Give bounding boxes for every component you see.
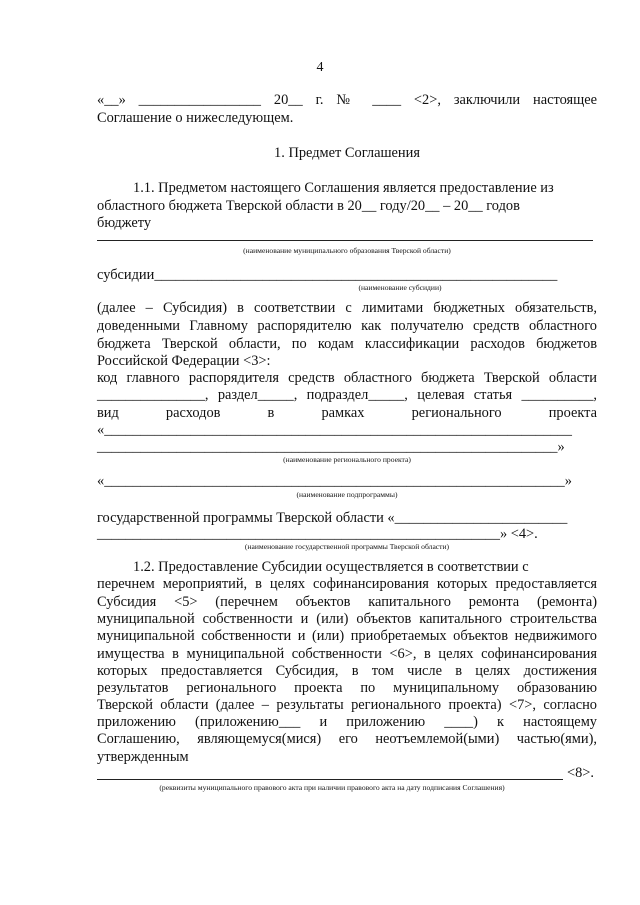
p12-line-7: которых предоставляется Субсидия, в том числе в целях достижения [97, 663, 597, 679]
p12-line-9: Тверской области (далее – результаты регионального проекта) <7>, согласно [97, 697, 597, 713]
p12-line-6: имущества в муниципальной собственности <6>, в целях софинансирования [97, 646, 597, 662]
p11-line-5: доведенными Главному распорядителю как получателю средств областного [97, 318, 597, 334]
caption-subsidy: (наименование субсидии) [358, 283, 442, 292]
caption-subprogram: (наименование подпрограммы) [296, 490, 398, 499]
p11-line-2: областного бюджета Тверской области в 20__ году/20__ – 20__ годов [97, 198, 520, 214]
p11-line-6: бюджета Тверской области, по кодам классификации расходов бюджетов [97, 336, 597, 352]
p11-line-12: ________________________________________________________________» [97, 439, 565, 455]
p12-line-5: муниципальной собственности и (или) приобретаемых объектов недвижимого [97, 628, 597, 644]
p12-line-2: перечнем мероприятий, в целях софинансирования которых предоставляется [97, 576, 597, 592]
caption-state-program: (наименование государственной программы Тверской области) [244, 542, 450, 551]
p12-line-8: результатов регионального проекта по муниципальному образованию [97, 680, 597, 696]
p12-line-4: муниципальной собственности и (или) объектов капитального строительства [97, 611, 597, 627]
p11-line-9: _______________, раздел_____, подраздел_____, целевая статья __________, [97, 387, 597, 403]
requisites-rule [97, 779, 563, 780]
caption-municipality: (наименование муниципального образования Тверской области) [243, 246, 451, 255]
p12-line-10: приложению (приложению___ и приложению ____) к настоящему [97, 714, 597, 730]
p12-line-3: Субсидия <5> (перечнем объектов капитального ремонта (ремонта) [97, 594, 597, 610]
p11-line-4: (далее – Субсидия) в соответствии с лимитами бюджетных обязательств, [97, 300, 597, 316]
municipality-rule [97, 240, 593, 241]
p11-line-13: «________________________________________________________________» [97, 473, 572, 489]
p11-line-3: бюджету [97, 215, 152, 231]
intro-line-1: «__» _________________ 20__ г. № ____ <2>, заключили настоящее [97, 92, 597, 108]
p11-line-11: «_________________________________________________________________ [97, 422, 572, 438]
p11-line-15: ________________________________________________________» <4>. [97, 526, 538, 542]
caption-requisites: (реквизиты муниципального правового акта при наличии правового акта на дату подписания Соглашения) [159, 783, 505, 792]
p11-line-14: государственной программы Тверской области «________________________ [97, 510, 568, 526]
caption-regional-project: (наименование регионального проекта) [283, 455, 411, 464]
subsidy-label: субсидии________________________________________________________ [97, 267, 558, 283]
p12-line-12: утвержденным [97, 749, 189, 765]
p12-line-13: <8>. [567, 765, 595, 781]
p12-line-1: 1.2. Предоставление Субсидии осуществляется в соответствии с [133, 559, 529, 575]
p11-line-7: Российской Федерации <3>: [97, 353, 271, 369]
intro-line-2: Соглашение о нижеследующем. [97, 110, 294, 126]
p11-line-10: вид расходов в рамках регионального проекта [97, 405, 597, 421]
p12-line-11: Соглашению, являющемуся(мися) его неотъемлемой(ыми) частью(ями), [97, 731, 597, 747]
p11-line-8: код главного распорядителя средств областного бюджета Тверской области [97, 370, 597, 386]
p11-line-1: 1.1. Предметом настоящего Соглашения является предоставление из [133, 180, 554, 196]
page-number: 4 [316, 60, 324, 75]
section-title: 1. Предмет Соглашения [274, 145, 420, 161]
